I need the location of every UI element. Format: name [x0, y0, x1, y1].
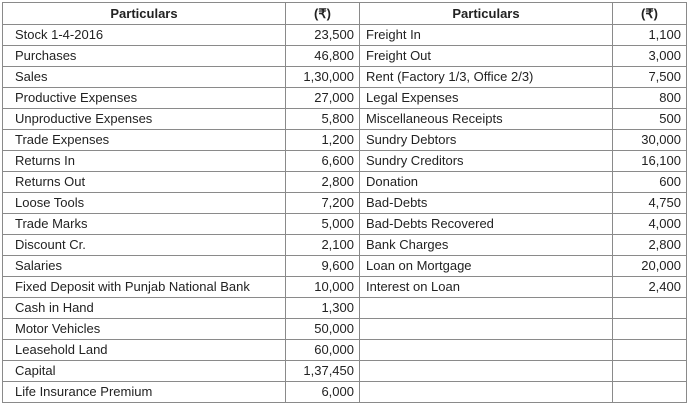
left-amount-cell: 2,100 [286, 235, 360, 256]
right-particular-cell: Rent (Factory 1/3, Office 2/3) [360, 67, 613, 88]
right-amount-cell: 4,750 [613, 193, 687, 214]
right-amount-cell: 2,800 [613, 235, 687, 256]
right-amount-cell: 3,000 [613, 46, 687, 67]
right-particular-cell: Donation [360, 172, 613, 193]
table-row [3, 361, 687, 382]
right-particular-cell [360, 298, 613, 319]
table-row [3, 109, 687, 130]
right-particular-cell: Legal Expenses [360, 88, 613, 109]
table-row [3, 151, 687, 172]
right-particular-cell: Freight Out [360, 46, 613, 67]
left-particular-cell: Leasehold Land [3, 340, 286, 361]
left-amount-cell: 23,500 [286, 25, 360, 46]
right-particular-cell [360, 340, 613, 361]
particulars-table [2, 2, 687, 403]
left-particular-cell: Sales [3, 67, 286, 88]
left-amount-cell: 60,000 [286, 340, 360, 361]
right-amount-cell [613, 382, 687, 403]
header-left-particulars: Particulars [3, 3, 286, 25]
left-amount-cell: 1,200 [286, 130, 360, 151]
left-amount-cell: 50,000 [286, 319, 360, 340]
left-particular-cell: Returns In [3, 151, 286, 172]
left-particular-cell: Unproductive Expenses [3, 109, 286, 130]
right-particular-cell: Freight In [360, 25, 613, 46]
left-amount-cell: 2,800 [286, 172, 360, 193]
right-amount-cell [613, 319, 687, 340]
left-amount-cell: 27,000 [286, 88, 360, 109]
right-particular-cell [360, 361, 613, 382]
left-amount-cell: 5,000 [286, 214, 360, 235]
left-amount-cell: 9,600 [286, 256, 360, 277]
table-row [3, 214, 687, 235]
table-row [3, 193, 687, 214]
table-row [3, 172, 687, 193]
left-particular-cell: Motor Vehicles [3, 319, 286, 340]
right-amount-cell [613, 340, 687, 361]
left-particular-cell: Productive Expenses [3, 88, 286, 109]
left-particular-cell: Salaries [3, 256, 286, 277]
left-amount-cell: 46,800 [286, 46, 360, 67]
left-particular-cell: Stock 1-4-2016 [3, 25, 286, 46]
header-row [3, 3, 687, 25]
left-amount-cell: 7,200 [286, 193, 360, 214]
left-particular-cell: Trade Expenses [3, 130, 286, 151]
left-amount-cell: 1,300 [286, 298, 360, 319]
right-amount-cell: 600 [613, 172, 687, 193]
table-row [3, 88, 687, 109]
right-amount-cell: 20,000 [613, 256, 687, 277]
left-particular-cell: Trade Marks [3, 214, 286, 235]
table-row [3, 340, 687, 361]
right-particular-cell: Sundry Creditors [360, 151, 613, 172]
right-particular-cell: Bad-Debts [360, 193, 613, 214]
header-left-amount: (₹) [286, 3, 360, 25]
left-particular-cell: Life Insurance Premium [3, 382, 286, 403]
table-row [3, 67, 687, 88]
left-amount-cell: 6,600 [286, 151, 360, 172]
right-amount-cell: 2,400 [613, 277, 687, 298]
table-row [3, 298, 687, 319]
left-particular-cell: Capital [3, 361, 286, 382]
header-right-amount: (₹) [613, 3, 687, 25]
left-particular-cell: Cash in Hand [3, 298, 286, 319]
right-particular-cell: Loan on Mortgage [360, 256, 613, 277]
right-particular-cell: Interest on Loan [360, 277, 613, 298]
right-amount-cell: 500 [613, 109, 687, 130]
table-row [3, 382, 687, 403]
right-amount-cell: 800 [613, 88, 687, 109]
left-particular-cell: Loose Tools [3, 193, 286, 214]
right-amount-cell: 16,100 [613, 151, 687, 172]
table-row [3, 277, 687, 298]
table-body [3, 25, 687, 403]
left-particular-cell: Purchases [3, 46, 286, 67]
right-particular-cell: Sundry Debtors [360, 130, 613, 151]
left-amount-cell: 6,000 [286, 382, 360, 403]
right-amount-cell: 7,500 [613, 67, 687, 88]
right-amount-cell: 4,000 [613, 214, 687, 235]
table-row [3, 319, 687, 340]
table-row [3, 25, 687, 46]
table-row [3, 235, 687, 256]
left-particular-cell: Fixed Deposit with Punjab National Bank [3, 277, 286, 298]
left-amount-cell: 1,30,000 [286, 67, 360, 88]
table-row [3, 46, 687, 67]
right-particular-cell: Miscellaneous Receipts [360, 109, 613, 130]
right-particular-cell: Bad-Debts Recovered [360, 214, 613, 235]
right-amount-cell: 1,100 [613, 25, 687, 46]
table-row [3, 256, 687, 277]
right-amount-cell: 30,000 [613, 130, 687, 151]
left-amount-cell: 10,000 [286, 277, 360, 298]
right-particular-cell: Bank Charges [360, 235, 613, 256]
header-right-particulars: Particulars [360, 3, 613, 25]
right-particular-cell [360, 319, 613, 340]
right-amount-cell [613, 298, 687, 319]
table-row [3, 130, 687, 151]
right-amount-cell [613, 361, 687, 382]
table-header [3, 3, 687, 25]
left-particular-cell: Returns Out [3, 172, 286, 193]
left-particular-cell: Discount Cr. [3, 235, 286, 256]
right-particular-cell [360, 382, 613, 403]
left-amount-cell: 1,37,450 [286, 361, 360, 382]
left-amount-cell: 5,800 [286, 109, 360, 130]
